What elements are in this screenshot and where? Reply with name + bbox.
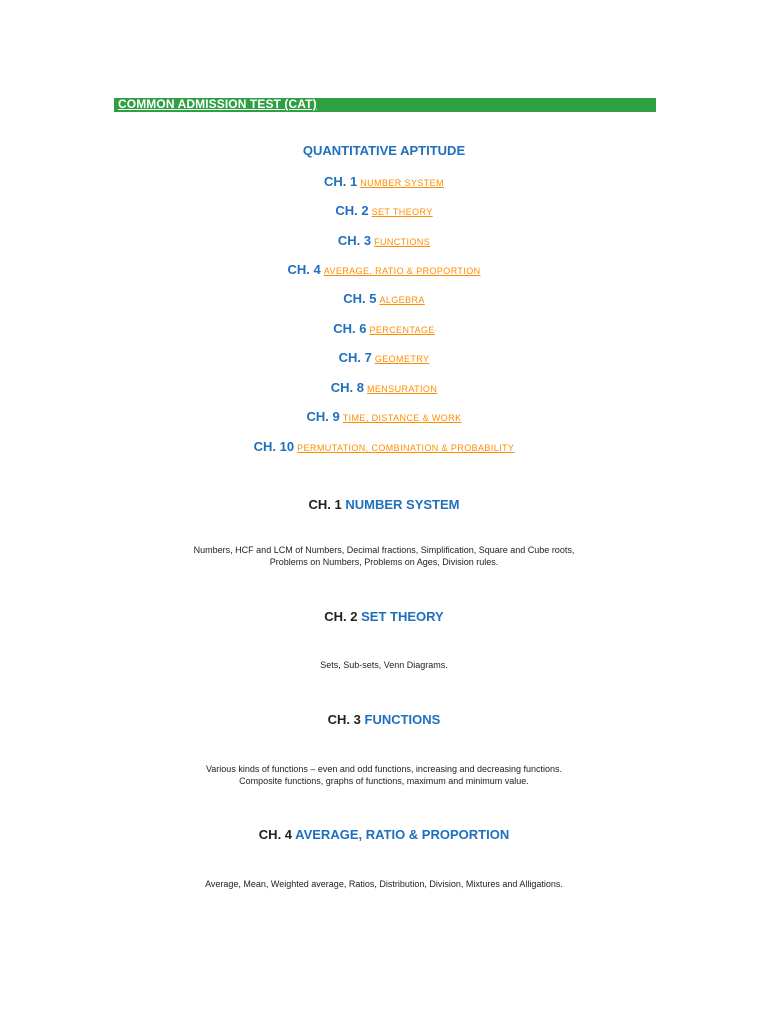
section-body-functions [0,763,768,787]
section-chapter-number: CH. 4 [258,827,293,842]
section-heading-set-theory [0,609,768,624]
toc-link-number-system[interactable]: NUMBER SYSTEM [360,178,444,188]
section-heading-average-ratio-proportion [0,827,768,842]
toc-item-9 [0,408,768,426]
toc-chapter-number: CH. 6 [333,321,367,336]
section-body-line: Numbers, HCF and LCM of Numbers, Decimal fractions, Simplification, Square and Cube roots, [193,545,575,555]
section-body-set-theory [0,659,768,671]
toc-chapter-number: CH. 2 [335,203,369,218]
toc-link-time-distance-work[interactable]: TIME, DISTANCE & WORK [342,413,462,423]
section-heading-number-system [0,497,768,512]
section-heading-functions [0,712,768,727]
toc-chapter-number: CH. 5 [343,291,377,306]
toc-item-1 [0,173,768,191]
toc-chapter-number: CH. 9 [306,409,340,424]
toc-item-6 [0,320,768,338]
toc-chapter-number: CH. 7 [338,350,372,365]
toc-link-average-ratio-proportion[interactable]: AVERAGE, RATIO & PROPORTION [323,266,481,276]
toc-chapter-number: CH. 10 [253,439,295,454]
toc-chapter-number: CH. 3 [337,233,372,248]
toc-link-set-theory[interactable]: SET THEORY [371,207,433,217]
toc-link-percentage[interactable]: PERCENTAGE [369,325,435,335]
header-banner [114,98,656,112]
section-chapter-number: CH. 3 [327,712,361,727]
section-body-line: Various kinds of functions – even and odd functions, increasing and decreasing functions. [205,764,563,774]
section-body-average-ratio-proportion [0,878,768,890]
toc-title: QUANTITATIVE APTITUDE [302,143,466,158]
toc-item-10 [0,438,768,456]
section-chapter-number: CH. 1 [308,497,342,512]
toc-chapter-number: CH. 1 [324,174,358,189]
toc-link-functions[interactable]: FUNCTIONS [374,237,431,247]
section-body-line: Composite functions, graphs of functions, maximum and minimum value. [239,776,529,786]
toc-item-8 [0,379,768,397]
toc-link-algebra[interactable]: ALGEBRA [379,295,425,305]
toc-link-geometry[interactable]: GEOMETRY [374,354,430,364]
toc-item-7 [0,349,768,367]
banner-title[interactable]: COMMON ADMISSION TEST (CAT) [118,97,317,111]
section-body-line: Average, Mean, Weighted average, Ratios, Distribution, Division, Mixtures and Alligations. [205,879,563,889]
toc-chapter-number: CH. 4 [287,262,321,277]
section-body-line: Sets, Sub-sets, Venn Diagrams. [320,660,448,670]
toc-link-mensuration[interactable]: MENSURATION [366,384,438,394]
section-title: AVERAGE, RATIO & PROPORTION [295,827,510,842]
toc-item-3 [0,232,768,250]
toc-chapter-number: CH. 8 [330,380,364,395]
section-body-number-system [0,544,768,568]
section-title: SET THEORY [361,609,444,624]
section-body-line: Problems on Numbers, Problems on Ages, Division rules. [269,557,499,567]
section-chapter-number: CH. 2 [324,609,358,624]
toc-link-permutation-combination-probability[interactable]: PERMUTATION, COMBINATION & PROBABILITY [297,443,515,453]
toc-item-5 [0,290,768,308]
toc-item-4 [0,261,768,279]
section-title: NUMBER SYSTEM [345,497,460,512]
section-title: FUNCTIONS [364,712,441,727]
toc-item-2 [0,202,768,220]
